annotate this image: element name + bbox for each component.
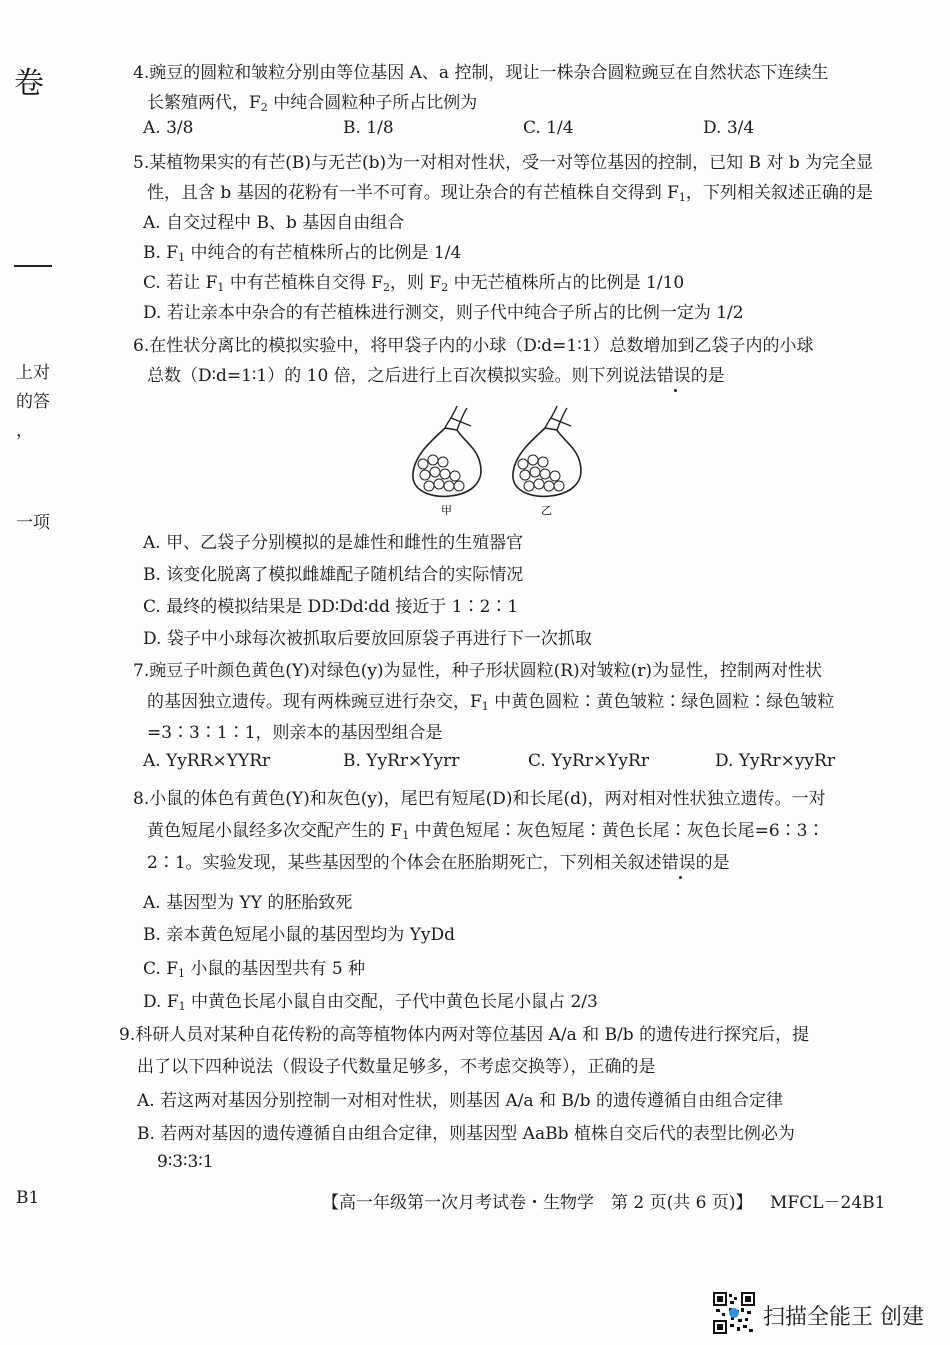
- question-6-option-d: D. 袋子中小球每次被抓取后要放回原袋子再进行下一次抓取: [143, 629, 592, 649]
- question-9-line1: 9.科研人员对某种自花传粉的高等植物体内两对等位基因 A/a 和 B/b 的遗传进行探究后，提: [119, 1025, 810, 1045]
- margin-juan-char: 卷: [14, 66, 44, 101]
- question-5-option-c: C. 若让 $F_1$ 中有芒植株自交得 $F_2$，则 $F_2$ 中无芒植株所占的比例是 1/10: [143, 273, 685, 294]
- footer-title: 【高一年级第一次月考试卷・生物学 第 2 页(共 6 页)】: [322, 1193, 753, 1213]
- margin-fragment: ，: [16, 421, 33, 441]
- question-7-line2: 的基因独立遗传。现有两株豌豆进行杂交，$F_1$ 中黄色圆粒∶黄色皱粒∶绿色圆粒∶绿色皱粒: [147, 692, 835, 713]
- question-6-option-c: C. 最终的模拟结果是 DD∶Dd∶dd 接近于 1∶2∶1: [143, 597, 519, 617]
- footer-right-code: MFCL－24B1: [770, 1193, 886, 1213]
- emphasis-wrong: 错误: [661, 853, 696, 873]
- question-8-line2: 黄色短尾小鼠经多次交配产生的 $F_1$ 中黄色短尾∶灰色短尾∶黄色长尾∶灰色长尾=6∶3∶: [147, 821, 825, 842]
- question-9-option-b-cont: 9∶3∶3∶1: [157, 1152, 214, 1172]
- margin-fragment: 上对: [16, 363, 50, 383]
- question-8-line1: 8.小鼠的体色有黄色(Y)和灰色(y)，尾巴有短尾(D)和长尾(d)，两对相对性状独立遗传。一对: [133, 789, 826, 809]
- option-c: C. YyRr×YyRr: [528, 751, 649, 771]
- question-8-line3: 2∶1。实验发现，某些基因型的个体会在胚胎期死亡，下列相关叙述错误的是: [147, 853, 730, 873]
- question-5-option-d: D. 若让亲本中杂合的有芒植株进行测交，则子代中纯合子所占的比例一定为 1/2: [143, 303, 744, 323]
- option-a: A. YyRR×YYRr: [143, 751, 271, 771]
- question-6-line2: 总数（D∶d=1∶1）的 10 倍，之后进行上百次模拟实验。则下列说法错误的是: [147, 366, 725, 386]
- question-8-option-d: D. $F_1$ 中黄色长尾小鼠自由交配，子代中黄色长尾小鼠占 2/3: [143, 992, 598, 1013]
- question-7-line1: 7.豌豆子叶颜色黄色(Y)对绿色(y)为显性，种子形状圆粒(R)对皱粒(r)为显性，控制两对性状: [133, 661, 823, 681]
- option-d: D. YyRr×yyRr: [715, 751, 835, 771]
- question-8-option-a: A. 基因型为 YY 的胚胎致死: [143, 893, 353, 913]
- margin-fragment: 的答: [16, 392, 50, 412]
- footer-left-code: B1: [16, 1188, 40, 1208]
- bag-figure: [405, 398, 585, 518]
- margin-rule: [14, 265, 52, 267]
- option-b: B. YyRr×Yyrr: [343, 751, 460, 771]
- question-4-line1: 4.豌豆的圆粒和皱粒分别由等位基因 A、a 控制，现让一株杂合圆粒豌豆在自然状态下连续生: [133, 63, 829, 83]
- margin-fragment: 一项: [16, 513, 50, 533]
- question-5-option-a: A. 自交过程中 B、b 基因自由组合: [143, 213, 405, 233]
- question-9-option-a: A. 若这两对基因分别控制一对相对性状，则基因 A/a 和 B/b 的遗传遵循自由组合定律: [137, 1091, 783, 1111]
- question-9-line2: 出了以下四种说法（假设子代数量足够多，不考虑交换等），正确的是: [137, 1057, 656, 1077]
- question-9-option-b: B. 若两对基因的遗传遵循自由组合定律，则基因型 AaBb 植株自交后代的表型比例必为: [137, 1124, 795, 1144]
- qr-code-icon: [713, 1292, 755, 1334]
- scanner-label: 扫描全能王 创建: [763, 1305, 924, 1330]
- question-4-line2: 长繁殖两代，$F_2$ 中纯合圆粒种子所占比例为: [147, 93, 478, 114]
- exam-content: [115, 0, 895, 1200]
- question-6-option-a: A. 甲、乙袋子分别模拟的是雄性和雌性的生殖器官: [143, 533, 524, 553]
- option-a: A. 3/8: [143, 118, 194, 138]
- bag-label-yi: 乙: [541, 504, 552, 517]
- question-5-option-b: B. $F_1$ 中纯合的有芒植株所占的比例是 1/4: [143, 243, 462, 264]
- question-8-option-b: B. 亲本黄色短尾小鼠的基因型均为 YyDd: [143, 925, 456, 945]
- bag-jia: [413, 406, 481, 496]
- option-c: C. 1/4: [523, 118, 574, 138]
- question-8-option-c: C. $F_1$ 小鼠的基因型共有 5 种: [143, 959, 366, 980]
- emphasis-wrong: 错误: [656, 366, 691, 386]
- question-5-line1: 5.某植物果实的有芒(B)与无芒(b)为一对相对性状，受一对等位基因的控制，已知 B 对 b 为完全显: [133, 153, 874, 173]
- question-6-option-b: B. 该变化脱离了模拟雌雄配子随机结合的实际情况: [143, 565, 524, 585]
- question-6-line1: 6.在性状分离比的模拟实验中，将甲袋子内的小球（D∶d=1∶1）总数增加到乙袋子内的小球: [133, 336, 814, 356]
- bag-label-jia: 甲: [441, 504, 452, 517]
- option-b: B. 1/8: [343, 118, 394, 138]
- bag-yi: [513, 406, 581, 496]
- question-5-line2: 性，且含 b 基因的花粉有一半不可育。现让杂合的有芒植株自交得到 $F_1$，下列相关叙述正确的是: [147, 183, 873, 204]
- option-d: D. 3/4: [703, 118, 755, 138]
- question-7-line3: =3∶3∶1∶1，则亲本的基因型组合是: [147, 723, 443, 743]
